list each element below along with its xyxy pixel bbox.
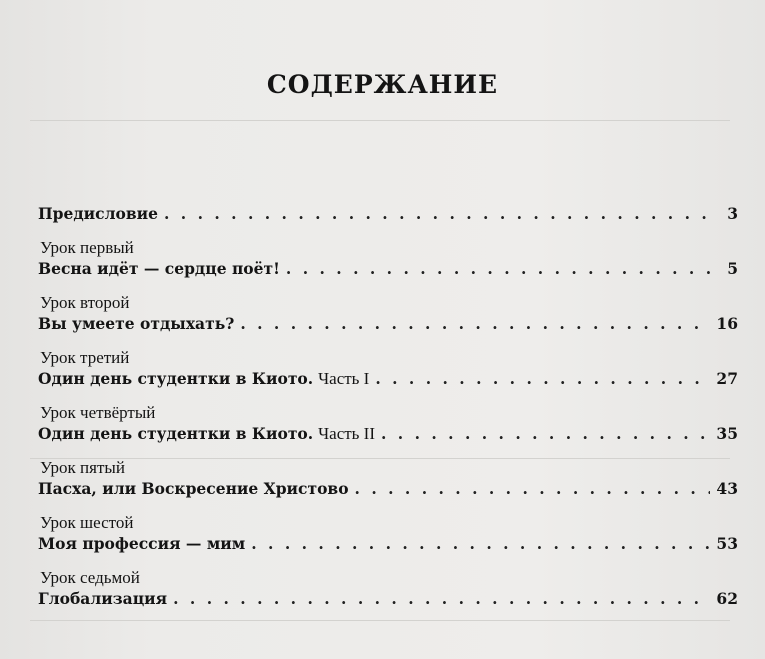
page-title: СОДЕРЖАНИЕ bbox=[266, 70, 499, 99]
toc-entry-title: Один день студентки в Киото. bbox=[38, 424, 314, 443]
lesson-label: Урок пятый bbox=[40, 458, 125, 477]
toc-entry-page: 43 bbox=[716, 479, 738, 498]
lesson-label: Урок третий bbox=[40, 348, 130, 367]
toc-entry-title: Моя профессия — мим bbox=[38, 534, 246, 553]
dot-leader bbox=[375, 368, 710, 390]
dot-leader bbox=[381, 423, 710, 445]
lesson-label: Урок первый bbox=[40, 238, 134, 257]
toc-entry[interactable] bbox=[38, 313, 738, 335]
toc-entry-title: Один день студентки в Киото. bbox=[38, 369, 314, 388]
toc-entry[interactable] bbox=[38, 258, 738, 280]
dot-leader bbox=[240, 313, 710, 335]
toc-entry-part: Часть II bbox=[318, 424, 375, 443]
toc-entry[interactable] bbox=[38, 533, 738, 555]
lesson-label: Урок второй bbox=[40, 293, 130, 312]
toc-entry[interactable] bbox=[38, 478, 738, 500]
toc-entry[interactable] bbox=[38, 423, 738, 445]
toc-entry-page: 27 bbox=[716, 369, 738, 388]
toc-entry-title: Пасха, или Воскресение Христово bbox=[38, 479, 349, 498]
toc-entry[interactable] bbox=[38, 588, 738, 610]
dot-leader bbox=[286, 258, 712, 280]
dot-leader bbox=[355, 478, 711, 500]
bleed-through-text bbox=[32, 30, 37, 48]
toc-entry-title: Весна идёт — сердце поёт! bbox=[38, 259, 280, 278]
toc-entry-part: Часть I bbox=[318, 369, 370, 388]
bleed-through-line bbox=[30, 620, 730, 621]
toc-entry-page: 5 bbox=[727, 259, 738, 278]
toc-entry-title: Вы умеете отдыхать? bbox=[38, 314, 235, 333]
dot-leader bbox=[251, 533, 710, 555]
toc-entry-title: Предисловие bbox=[38, 204, 158, 223]
lesson-label: Урок четвёртый bbox=[40, 403, 156, 422]
bleed-through-line bbox=[30, 120, 730, 121]
toc-entry-preface[interactable] bbox=[38, 203, 738, 225]
table-of-contents bbox=[38, 203, 738, 610]
toc-entry-page: 53 bbox=[716, 534, 738, 553]
dot-leader bbox=[173, 588, 710, 610]
toc-entry-page: 3 bbox=[727, 204, 738, 223]
toc-entry-page: 62 bbox=[716, 589, 738, 608]
lesson-label: Урок седьмой bbox=[40, 568, 140, 587]
toc-entry[interactable] bbox=[38, 368, 738, 390]
toc-entry-page: 16 bbox=[716, 314, 738, 333]
dot-leader bbox=[164, 203, 712, 225]
toc-entry-title: Глобализация bbox=[38, 589, 168, 608]
toc-entry-page: 35 bbox=[716, 424, 738, 443]
lesson-label: Урок шестой bbox=[40, 513, 134, 532]
